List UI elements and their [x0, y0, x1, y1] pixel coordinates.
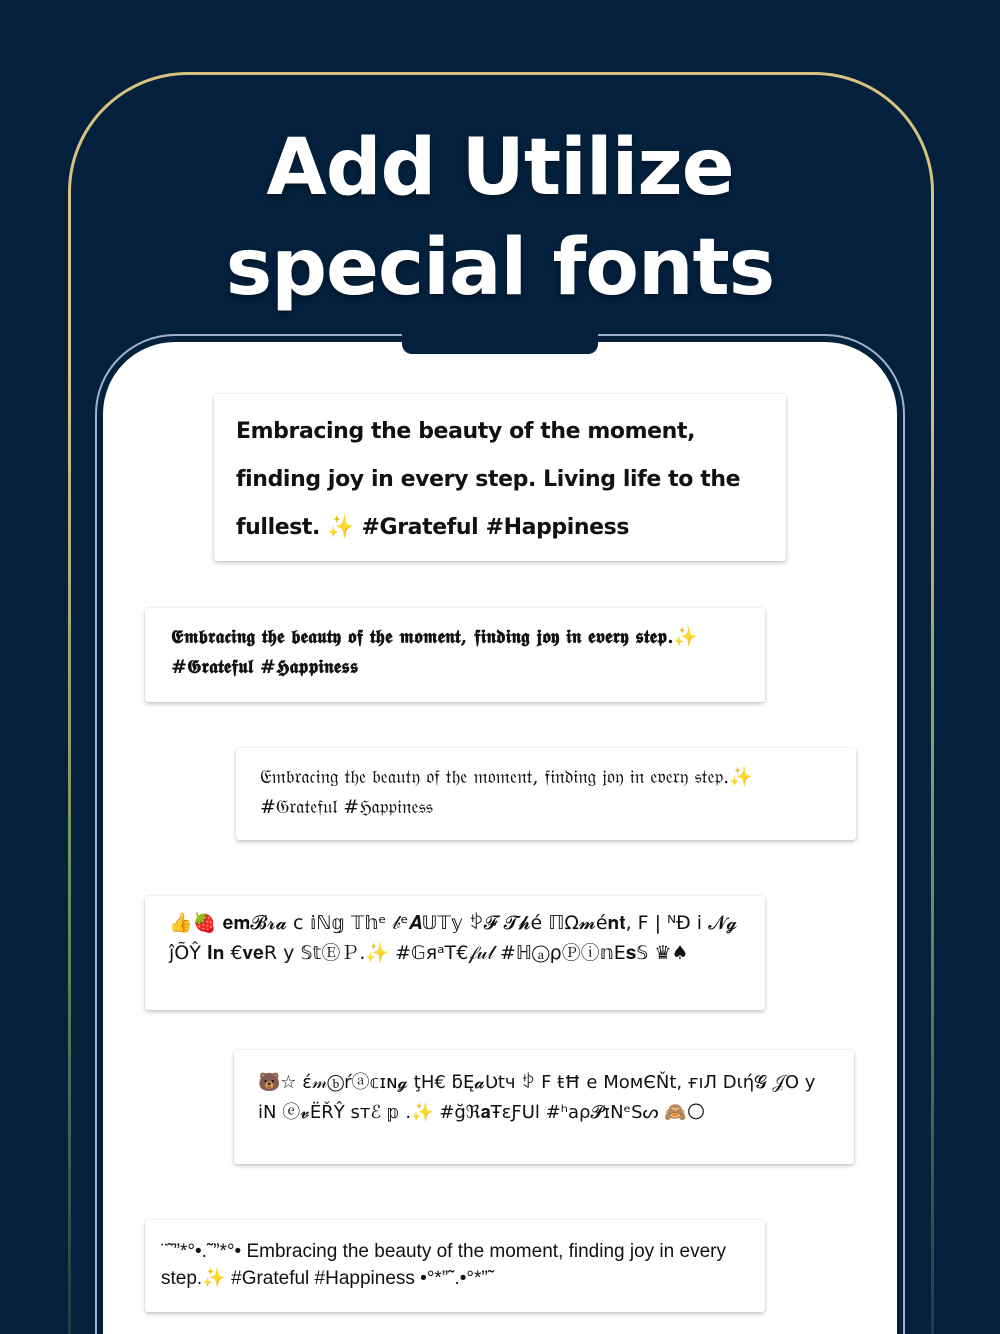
headline-line-1: Add Utilize [266, 123, 734, 213]
card-text: 𝕰𝖒𝖇𝖗𝖆𝖈𝖎𝖓𝖌 𝖙𝖍𝖊 𝖇𝖊𝖆𝖚𝖙𝖞 𝖔𝖋 𝖙𝖍𝖊 𝖒𝖔𝖒𝖊𝖓𝖙, 𝖋𝖎𝖓𝖉𝖎𝖓𝖌 𝖏𝖔𝖞 𝖎𝖓 𝖊𝖛𝖊𝖗𝖞 𝖘𝖙𝖊𝖕.✨ #𝕲𝖗𝖆𝖙𝖊𝖋𝖚𝖑 #𝕳𝖆𝖕𝖕𝖎𝖓𝖊𝖘𝖘 [171, 626, 698, 678]
card-text: ¨˜”*°•.˜”*°• Embracing the beauty of the moment, finding joy in every step.✨ #Grateful #Happiness •°*”˜.•°*”˜ [161, 1241, 726, 1289]
card-text: 𝔈𝔪𝔟𝔯𝔞𝔠𝔦𝔫𝔤 𝔱𝔥𝔢 𝔟𝔢𝔞𝔲𝔱𝔶 𝔬𝔣 𝔱𝔥𝔢 𝔪𝔬𝔪𝔢𝔫𝔱, 𝔣𝔦𝔫𝔡𝔦𝔫𝔤 𝔧𝔬𝔶 𝔦𝔫 𝔢𝔳𝔢𝔯𝔶 𝔰𝔱𝔢𝔭.✨ #𝔊𝔯𝔞𝔱𝔢𝔣𝔲𝔩 #ℌ𝔞𝔭𝔭𝔦𝔫𝔢𝔰𝔰 [260, 766, 753, 818]
font-style-card-3[interactable] [236, 748, 856, 840]
font-style-card-2[interactable] [145, 608, 765, 702]
card-text: 🐻☆ έ𝓂ⓑŕⓐ𝕔ɪɴ𝓰 ţH€ ƃĘ𝓪Ʋtч ꉣ F ŧĦ e MoмЄŇt, ғıЛ Dιή𝓖 𝒥O y iN ⓔ𝓿ЁŘŶ ѕтℰ 𝕡 .✨ #ğℜ𝐚ŦεƑᑌl #ʰaρ𝓟ɪNᵉSᔕ 🙈🌕 [258, 1072, 816, 1123]
headline [0, 118, 1000, 318]
card-text: Embracing the beauty of the moment, finding joy in every step. Living life to the fullest. ✨ #Grateful #Happiness [236, 419, 741, 540]
font-style-card-5[interactable] [234, 1050, 854, 1164]
font-style-card-1[interactable] [214, 394, 786, 561]
font-style-card-4[interactable] [145, 896, 765, 1010]
phone-notch [402, 334, 598, 354]
card-text: 👍🍓 𝐞𝐦𝓑𝓻𝓪 c 𝕚ℕ𝕘 𝕋𝕙ᵉ 𝒷ᵉ𝑨𝕌𝕋𝕪 ꉣ𝓕 𝓣𝓱é ℿΩ𝓶é𝐧𝐭, F | ᴺĐ i 𝓝𝓰 ĵÕŶ 𝐈𝐧 €𝐯𝐞R y 𝕊𝕥ⒺＰ.✨ #𝔾яᵃT€𝒻𝓊𝓁 #ℍⓐρⓅⓘ𝕟E𝐬𝕊 ♛♠ [169, 912, 738, 964]
font-style-card-6[interactable] [145, 1220, 765, 1312]
headline-line-2: special fonts [225, 223, 775, 313]
